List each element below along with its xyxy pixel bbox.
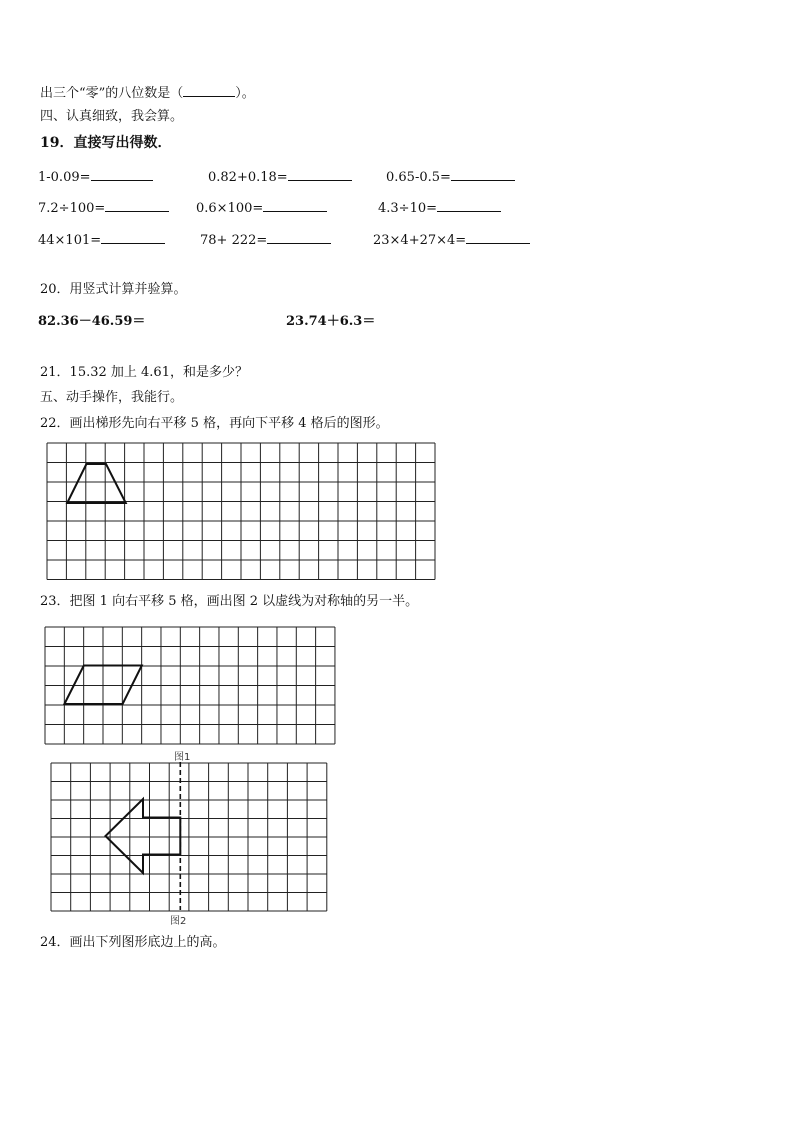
answer-blank[interactable] xyxy=(267,231,331,244)
q19-item: 44×101= xyxy=(38,231,165,249)
answer-blank[interactable] xyxy=(105,199,169,212)
q19-item: 23×4+27×4= xyxy=(373,231,530,249)
q19-item: 0.82+0.18= xyxy=(208,168,352,186)
figure-2-caption: 图2 xyxy=(170,916,187,927)
q19-item: 7.2÷100= xyxy=(38,199,169,217)
section-4-heading: 四、认真细致，我会算。 xyxy=(40,109,184,124)
answer-blank[interactable] xyxy=(91,168,153,181)
q19-title: 19．直接写出得数． xyxy=(40,135,172,151)
q19-item: 1-0.09= xyxy=(38,168,153,186)
answer-blank[interactable] xyxy=(466,231,530,244)
figure-1-grid[interactable] xyxy=(44,626,336,746)
answer-blank[interactable] xyxy=(101,231,165,244)
answer-blank[interactable] xyxy=(263,199,327,212)
q23-title: 23．把图 1 向右平移 5 格，画出图 2 以虚线为对称轴的另一半。 xyxy=(40,594,419,609)
q21-title: 21．15.32 加上 4.61，和是多少？ xyxy=(40,365,248,380)
answer-blank[interactable] xyxy=(183,84,235,97)
answer-blank[interactable] xyxy=(288,168,352,181)
q19-item: 4.3÷10= xyxy=(378,199,501,217)
q19-item: 0.65-0.5= xyxy=(386,168,515,186)
trapezoid-shape xyxy=(67,464,126,503)
q20-item: 23.74＋6.3＝ xyxy=(286,314,376,329)
q22-title: 22．画出梯形先向右平移 5 格，再向下平移 4 格后的图形。 xyxy=(40,416,389,431)
q19-item: 0.6×100= xyxy=(196,199,327,217)
answer-blank[interactable] xyxy=(451,168,515,181)
q22-grid[interactable] xyxy=(46,442,436,582)
figure-1-caption: 图1 xyxy=(174,752,191,763)
q20-title: 20．用竖式计算并验算。 xyxy=(40,282,187,297)
figure-2-grid[interactable] xyxy=(50,762,328,912)
q18-tail: 出三个“零”的八位数是（ ）。 xyxy=(40,86,255,101)
answer-blank[interactable] xyxy=(437,199,501,212)
q19-item: 78+ 222= xyxy=(200,231,331,249)
q20-item: 82.36－46.59＝ xyxy=(38,314,146,329)
q24-title: 24．画出下列图形底边上的高。 xyxy=(40,935,226,950)
section-5-heading: 五、动手操作，我能行。 xyxy=(40,390,184,405)
